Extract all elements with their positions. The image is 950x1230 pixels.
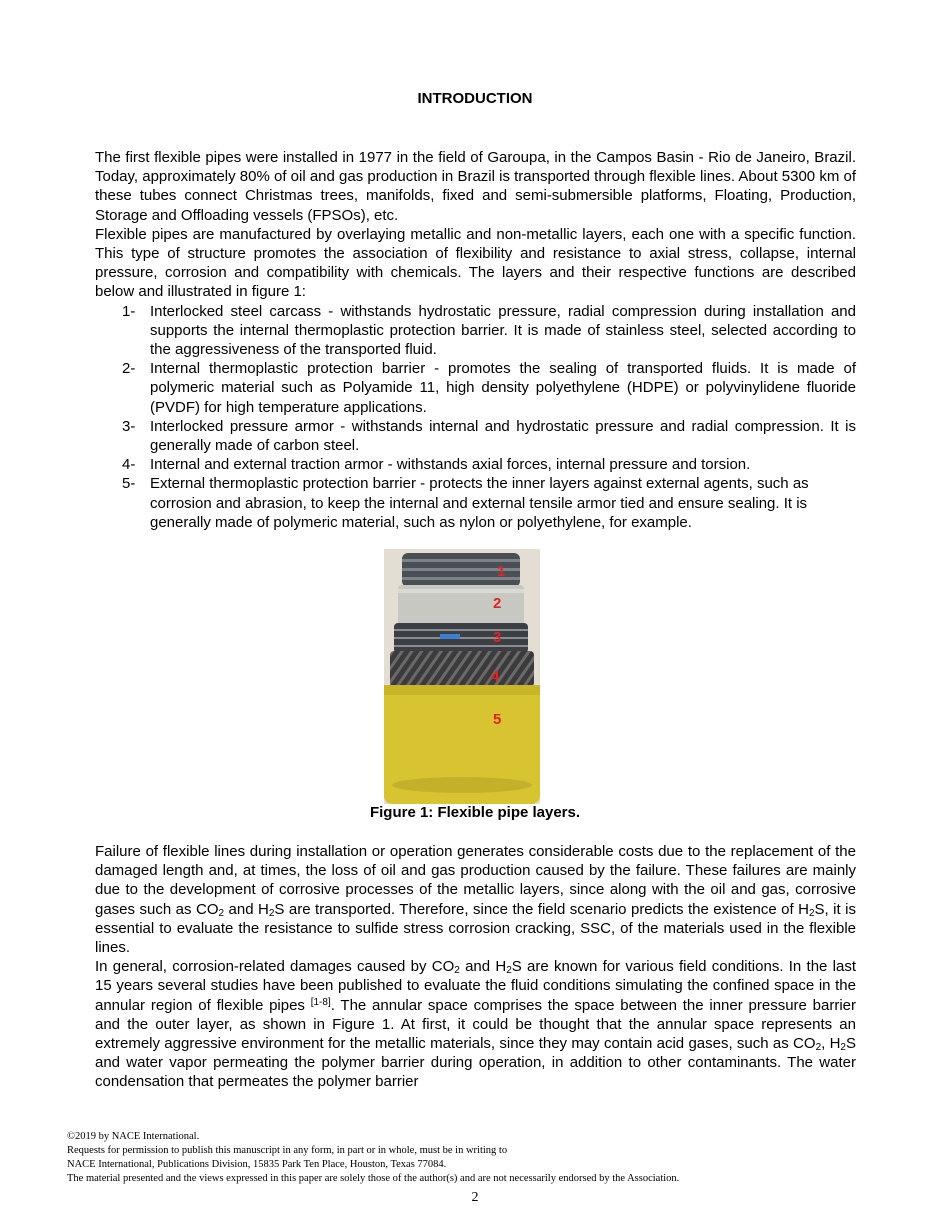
list-number: 4- (122, 456, 136, 474)
flexible-pipe-photo (384, 549, 540, 804)
list-item-text: External thermoplastic protection barrier - protects the inner layers against external agents, such as corrosion and abrasion, to keep the internal and external tensile armor tied and ensure sealing. It is generally made of polymeric material, such as nylon or polyethylene, for example. (150, 475, 809, 531)
list-item-text: Interlocked pressure armor - withstands internal and hydrostatic pressure and radial compression. It is generally made of carbon steel. (150, 417, 856, 455)
list-number: 5- (122, 475, 136, 493)
copyright-footer (67, 1130, 679, 1186)
layer-label-3: 3 (493, 629, 502, 646)
list-item (95, 359, 856, 417)
figure-caption: Figure 1: Flexible pipe layers. (369, 804, 581, 821)
footer-line: ©2019 by NACE International. (67, 1131, 200, 1142)
citation-reference: [1-8] (310, 996, 331, 1008)
footer-line: Requests for permission to publish this manuscript in any form, in part or in whole, must be in writing to (67, 1145, 508, 1156)
list-item-text: Internal thermoplastic protection barrier - promotes the sealing of transported fluids. It is made of polymeric material such as Polyamide 11, high density polyethylene (HDPE) or polyvinylidene fluoride (PVDF) for high temperature applications. (150, 360, 856, 416)
layer-list (95, 302, 856, 532)
failure-section (95, 842, 856, 1092)
failure-paragraph-2: In general, corrosion-related damages caused by $CO_2$ and $H_2S$ are known for various field conditions. In the last 15 years several studies have been published to evaluate the fluid conditions simulating the confined space in the annular region of flexible pipes [1-8]. The annular space comprises the space between the inner pressure barrier and the outer layer, as shown in Figure 1. At first, it could be thought that the annular space represents an extremely aggressive environment for the metallic materials, since they may contain acid gases, such as $CO_2$, $H_2S$ and water vapor permeating the polymer barrier during operation, in addition to other contaminants. The water condensation that permeates the polymer barrier (95, 958, 856, 1091)
list-item (95, 302, 856, 360)
intro-section (95, 148, 856, 532)
footer-line: The material presented and the views expressed in this paper are solely those of the author(s) and are not necessarily endorsed by the Association. (67, 1173, 680, 1184)
list-item-text: Interlocked steel carcass - withstands hydrostatic pressure, radial compression during installation and supports the internal thermoplastic protection barrier. It is made of stainless steel, selected according to the aggressiveness of the transported fluid. (150, 302, 856, 359)
list-number: 3- (122, 417, 136, 435)
failure-paragraph-1: Failure of flexible lines during installation or operation generates considerable costs due to the replacement of the damaged length and, at times, the loss of oil and gas production caused by the failure. These failures are mainly due to the development of corrosive processes of the metallic layers, since along with the oil and gas, corrosive gases such as $CO_2$ and $H_2S$ are transported. Therefore, since the field scenario predicts the existence of $H_2S$, it is essential to evaluate the resistance to sulfide stress corrosion cracking, SSC, of the materials used in the flexible lines. (95, 843, 856, 957)
footer-line: NACE International, Publications Division, 15835 Park Ten Place, Houston, Texas 77084. (67, 1159, 447, 1170)
list-item (95, 474, 856, 532)
pipe-illustration (384, 549, 540, 804)
layer-label-2: 2 (493, 595, 502, 612)
layer-label-1: 1 (497, 563, 506, 580)
list-number: 1- (122, 302, 136, 320)
list-item (95, 417, 856, 455)
intro-paragraph-2: Flexible pipes are manufactured by overlaying metallic and non-metallic layers, each one with a specific function. This type of structure promotes the association of flexibility and resistance to axial stress, collapse, internal pressure, corrosion and compatibility with chemicals. The layers and their respective functions are described below and illustrated in figure 1: (95, 225, 856, 301)
list-number: 2- (122, 360, 136, 378)
list-item (95, 455, 856, 474)
layer-label-5: 5 (493, 711, 502, 728)
layer-label-4: 4 (491, 668, 500, 685)
intro-paragraph-1: The first flexible pipes were installed in 1977 in the field of Garoupa, in the Campos Basin - Rio de Janeiro, Brazil. Today, approximately 80% of oil and gas production in Brazil is transported through flexible lines. About 5300 km of these tubes connect Christmas trees, manifolds, fixed and semi-submersible platforms, Floating, Production, Storage and Offloading vessels (FPSOs), etc. (95, 149, 856, 224)
page-number: 2 (471, 1190, 479, 1205)
section-heading: INTRODUCTION (417, 90, 533, 107)
list-item-text: Internal and external traction armor - withstands axial forces, internal pressure and torsion. (150, 456, 751, 474)
